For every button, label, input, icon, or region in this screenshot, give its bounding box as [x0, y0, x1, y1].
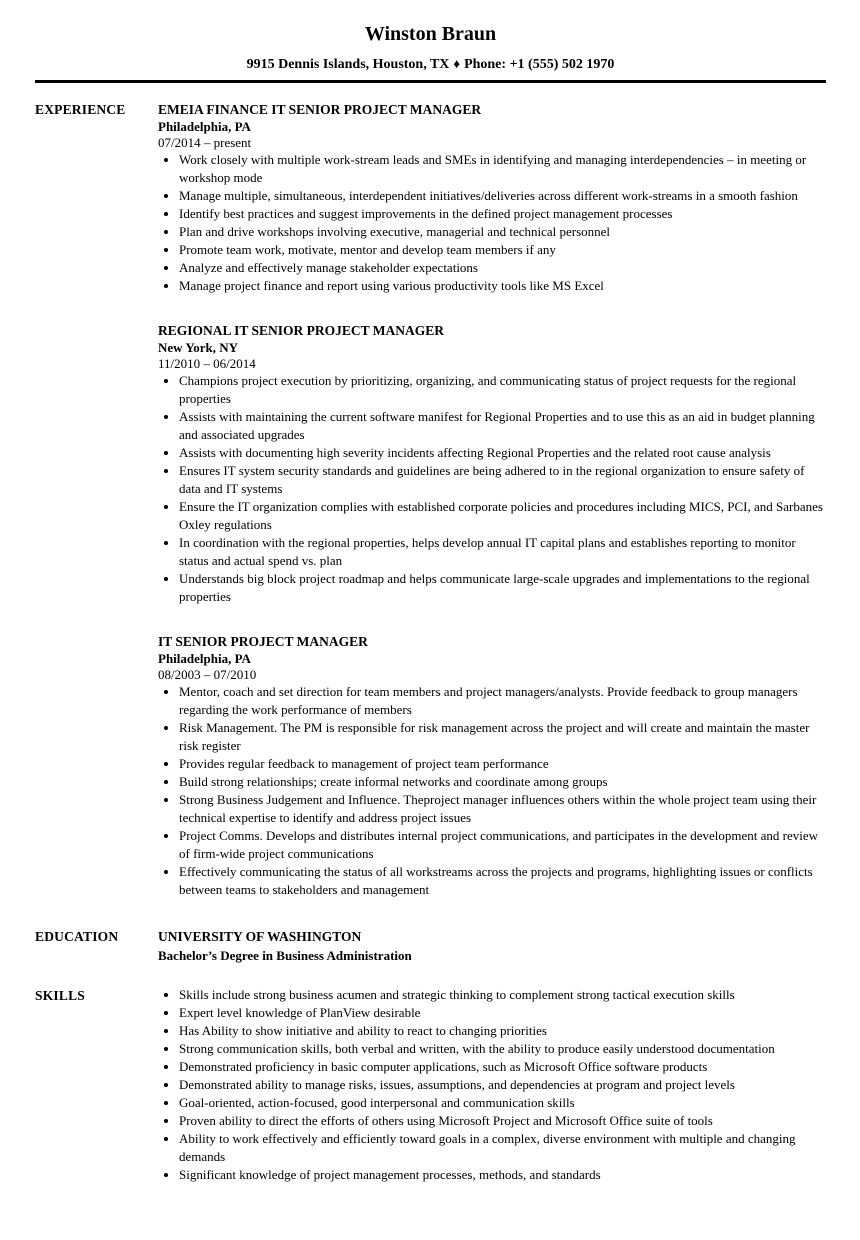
section-label-education: EDUCATION — [35, 929, 119, 944]
experience-content — [158, 100, 826, 899]
skills-section — [35, 986, 826, 1184]
phone-text: Phone: +1 (555) 502 1970 — [464, 57, 615, 72]
job-location: Philadelphia, PA — [158, 119, 251, 134]
bullet-item: • Mentor, coach and set direction for team members and project managers/analysts. Provide feedback to group managers regarding the work performance of members — [179, 683, 826, 719]
skills-content — [158, 986, 826, 1184]
contact-line — [35, 55, 826, 73]
bullet-item: • Demonstrated ability to manage risks, issues, assumptions, and dependencies at program and project levels — [179, 1076, 826, 1094]
bullet-item: • Effectively communicating the status of all workstreams across the projects and programs, highlighting issues or conflicts between teams to stakeholders and management — [179, 863, 826, 899]
bullet-item: • Identify best practices and suggest improvements in the defined project management processes — [179, 205, 826, 223]
education-degree: Bachelor’s Degree in Business Administration — [158, 948, 412, 963]
bullet-item: • Champions project execution by prioritizing, organizing, and communicating status of project requests for the regional properties — [179, 372, 826, 408]
bullet-item: • Skills include strong business acumen and strategic thinking to complement strong tactical execution skills — [179, 986, 826, 1004]
bullet-item: • Strong communication skills, both verbal and written, with the ability to produce easily understood documentation — [179, 1040, 826, 1058]
job-entry-1 — [158, 100, 826, 295]
bullet-item: • In coordination with the regional properties, helps develop annual IT capital plans and establishes reporting to monitor status and actual spend vs. plan — [179, 534, 826, 570]
candidate-name: Winston Braun — [364, 23, 497, 45]
job-title: IT SENIOR PROJECT MANAGER — [158, 634, 368, 649]
job-dates: 11/2010 – 06/2014 — [158, 356, 256, 371]
bullet-item: • Significant knowledge of project management processes, methods, and standards — [179, 1166, 826, 1184]
section-label-skills: SKILLS — [35, 988, 85, 1003]
job-dates: 07/2014 – present — [158, 135, 252, 150]
bullet-item: • Analyze and effectively manage stakeholder expectations — [179, 259, 826, 277]
job-bullet-list — [158, 683, 826, 899]
education-content — [158, 927, 826, 966]
bullet-item: • Build strong relationships; create informal networks and coordinate among groups — [179, 773, 826, 791]
skills-bullet-list — [158, 986, 826, 1184]
job-location: New York, NY — [158, 340, 239, 355]
bullet-item: • Ensure the IT organization complies with established corporate policies and procedures including MICS, PCI, and Sarbanes Oxley regulations — [179, 498, 826, 534]
job-title: EMEIA FINANCE IT SENIOR PROJECT MANAGER — [158, 102, 482, 117]
bullet-item: • Assists with maintaining the current software manifest for Regional Properties and to use this as an aid in budget planning and associated upgrades — [179, 408, 826, 444]
bullet-item: • Provides regular feedback to management of project team performance — [179, 755, 826, 773]
bullet-item: • Understands big block project roadmap and helps communicate large-scale upgrades and implementations to the regional properties — [179, 570, 826, 606]
bullet-item: • Ability to work effectively and efficiently toward goals in a complex, diverse environment with multiple and changing demands — [179, 1130, 826, 1166]
bullet-item: • Risk Management. The PM is responsible for risk management across the project and will create and maintain the master risk register — [179, 719, 826, 755]
address-text: 9915 Dennis Islands, Houston, TX — [246, 57, 450, 72]
education-section — [35, 927, 826, 966]
header-divider — [35, 80, 826, 83]
bullet-item: • Manage project finance and report using various productivity tools like MS Excel — [179, 277, 826, 295]
job-dates: 08/2003 – 07/2010 — [158, 667, 257, 682]
bullet-item: • Ensures IT system security standards and guidelines are being adhered to in the regional organization to ensure safety of data and IT systems — [179, 462, 826, 498]
resume-header — [35, 23, 826, 83]
section-label-experience: EXPERIENCE — [35, 102, 126, 117]
bullet-item: • Manage multiple, simultaneous, interdependent initiatives/deliveries across different work-streams in a smooth fashion — [179, 187, 826, 205]
bullet-item: • Plan and drive workshops involving executive, managerial and technical personnel — [179, 223, 826, 241]
bullet-item: • Expert level knowledge of PlanView desirable — [179, 1004, 826, 1022]
job-title: REGIONAL IT SENIOR PROJECT MANAGER — [158, 323, 445, 338]
job-entry-2 — [158, 321, 826, 606]
bullet-item: • Work closely with multiple work-stream leads and SMEs in identifying and managing interdependencies – in meeting or workshop mode — [179, 151, 826, 187]
bullet-item: • Goal-oriented, action-focused, good interpersonal and communication skills — [179, 1094, 826, 1112]
diamond-icon: ♦ — [453, 56, 461, 71]
job-bullet-list — [158, 151, 826, 295]
bullet-item: • Promote team work, motivate, mentor and develop team members if any — [179, 241, 826, 259]
job-entry-3 — [158, 632, 826, 899]
bullet-item: • Demonstrated proficiency in basic computer applications, such as Microsoft Office software products — [179, 1058, 826, 1076]
job-bullet-list — [158, 372, 826, 606]
education-school: UNIVERSITY OF WASHINGTON — [158, 929, 362, 944]
bullet-item: • Has Ability to show initiative and ability to react to changing priorities — [179, 1022, 826, 1040]
job-location: Philadelphia, PA — [158, 651, 251, 666]
bullet-item: • Strong Business Judgement and Influence. Theproject manager influences others within the whole project team using their technical expertise to identify and address project issues — [179, 791, 826, 827]
bullet-item: • Proven ability to direct the efforts of others using Microsoft Project and Microsoft Office suite of tools — [179, 1112, 826, 1130]
bullet-item: • Project Comms. Develops and distributes internal project communications, and participates in the development and review of firm-wide project communications — [179, 827, 826, 863]
bullet-item: • Assists with documenting high severity incidents affecting Regional Properties and the related root cause analysis — [179, 444, 826, 462]
experience-section — [35, 100, 826, 899]
